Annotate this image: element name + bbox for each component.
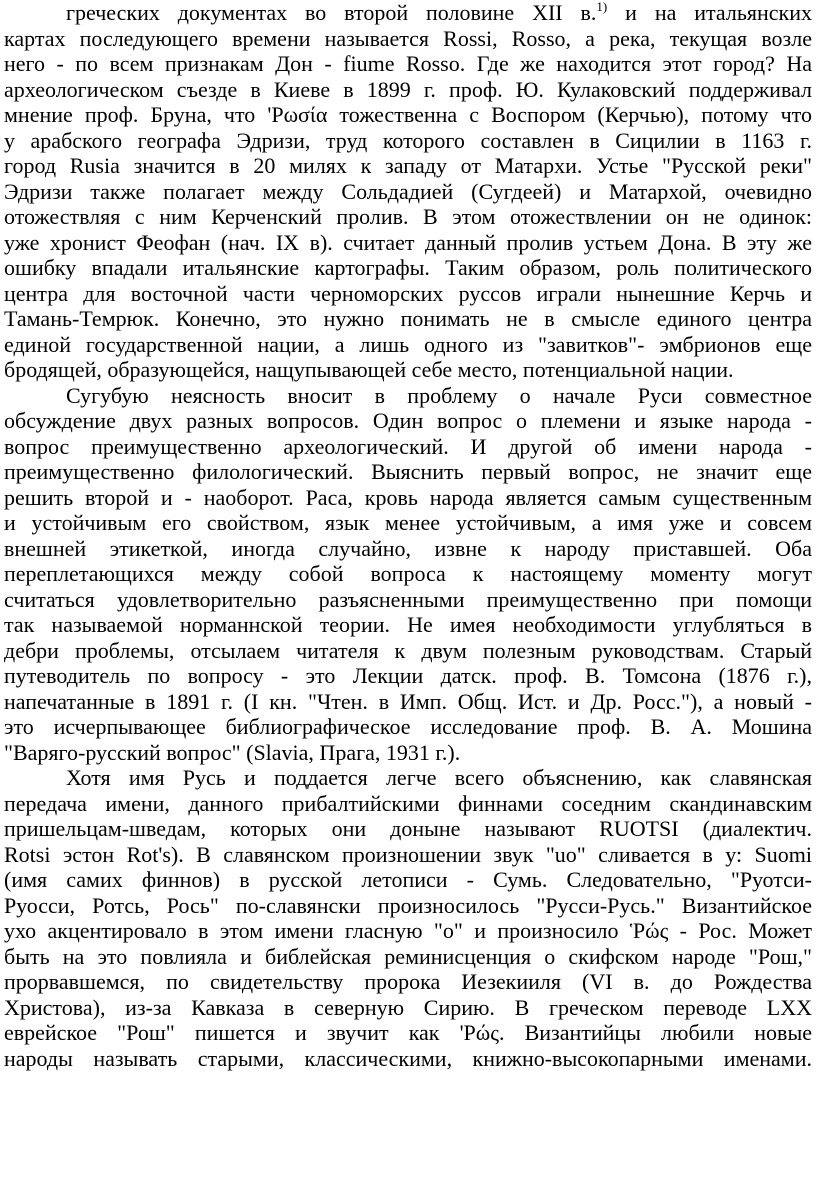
text-line xyxy=(4,995,812,1021)
line-text: обсуждение двух разных вопросов. Один вопрос о племени и языке народа - xyxy=(4,408,812,433)
line-text: Rotsi эстон Rot's). В славянском произношении звук "uo" сливается в у: Suomi xyxy=(4,841,812,867)
text-line xyxy=(4,689,812,715)
line-text: и устойчивым его свойством, язык менее устойчивым, а имя уже и совсем xyxy=(4,510,812,535)
text-line xyxy=(4,714,812,740)
text-line xyxy=(4,281,812,307)
text-line xyxy=(4,230,812,256)
text-line xyxy=(4,791,812,817)
line-text: ошибку впадали итальянские картографы. Таким образом, роль политического xyxy=(4,255,812,280)
line-text: Сугубую неясность вносит в проблему о начале Руси совместное xyxy=(66,382,812,408)
line-text: "Варяго-русский вопрос" (Slavia, Прага, 1931 г.). xyxy=(4,739,461,765)
text-line xyxy=(4,434,812,460)
text-line xyxy=(4,485,812,511)
line-text: еврейское "Рош" пишется и звучит как 'Ρώς. Византийцы любили новые xyxy=(4,1020,812,1045)
text-line xyxy=(4,408,812,434)
text-line xyxy=(4,587,812,613)
text-line xyxy=(4,638,812,664)
text-line xyxy=(4,816,812,842)
document-body xyxy=(4,0,812,1071)
text-line xyxy=(4,26,812,52)
text-line xyxy=(4,77,812,103)
line-text: Тамань-Темрюк. Конечно, это нужно понимать не в смысле единого центра xyxy=(4,306,812,331)
line-text: вопрос преимущественно археологический. И другой об имени народа - xyxy=(4,433,812,459)
line-text: картах последующего времени называется Rossi, Rosso, а река, текущая возле xyxy=(4,25,812,51)
line-text: у арабского географа Эдризи, труд которого составлен в Сицилии в 1163 г. xyxy=(4,127,812,153)
text-line xyxy=(4,179,812,205)
text-line xyxy=(4,612,812,638)
line-text: бродящей, образующейся, нащупывающей себе место, потенциальной нации. xyxy=(4,357,734,382)
text-line xyxy=(4,459,812,485)
text-line xyxy=(4,893,812,919)
line-text: Хотя имя Русь и поддается легче всего объяснению, как славянская xyxy=(66,765,812,790)
text-line xyxy=(4,536,812,562)
line-text: археологическом съезде в Киеве в 1899 г. проф. Ю. Кулаковский поддерживал xyxy=(4,76,812,102)
line-text: преимущественно филологический. Выяснить первый вопрос, не значит еще xyxy=(4,459,812,484)
text-line xyxy=(4,102,812,128)
text-line xyxy=(4,842,812,868)
text-line xyxy=(4,510,812,536)
line-text: так называемой норманнской теории. Не имея необходимости углубляться в xyxy=(4,612,812,637)
line-text: это исчерпывающее библиографическое исследование проф. В. А. Мошина xyxy=(4,714,812,739)
line-text: отожествляя с ним Керченский пролив. В этом отожествлении он не одинок: xyxy=(4,204,812,229)
text-line xyxy=(4,1046,812,1072)
line-text: прорвавшемся, по свидетельству пророка Иезекииля (VI в. до Рождества xyxy=(4,969,812,994)
line-text: внешней этикеткой, иногда случайно, извне к народу приставшей. Оба xyxy=(4,535,812,561)
text-line xyxy=(4,740,812,766)
line-text: путеводитель по вопросу - это Лекции датск. проф. В. Томсона (1876 г.), xyxy=(4,663,812,688)
text-line xyxy=(4,332,812,358)
line-text: Руосси, Ротсь, Рось" по-славянски произносилось "Русси-Русь." Византийское xyxy=(4,892,812,918)
text-line xyxy=(4,153,812,179)
text-line xyxy=(4,765,812,791)
text-line xyxy=(4,51,812,77)
line-text: пришельцам-шведам, которых они доныне называют RUOTSI (диалектич. xyxy=(4,816,812,841)
line-text: передача имени, данного прибалтийскими финнами соседним скандинавским xyxy=(4,790,812,816)
text-line xyxy=(4,255,812,281)
line-text: мнение проф. Бруна, что 'Ρωσία тожественна с Воспором (Керчью), потому что xyxy=(4,102,812,127)
text-line xyxy=(4,944,812,970)
line-text: Христова), из-за Кавказа в северную Сирию. В греческом переводе LXX xyxy=(4,994,812,1020)
line-text: напечатанные в 1891 г. (I кн. "Чтен. в Имп. Общ. Ист. и Др. Росс."), а новый - xyxy=(4,688,812,714)
paragraph-p2 xyxy=(4,383,812,766)
text-line xyxy=(4,867,812,893)
line-text: решить второй и - наоборот. Раса, кровь народа является самым существенным xyxy=(4,484,812,510)
line-text: него - по всем признакам Дон - fiume Rosso. Где же находится этот город? На xyxy=(4,51,812,76)
text-line xyxy=(4,918,812,944)
line-text: уже хронист Феофан (нач. IX в). считает данный пролив устьем Дона. В эту же xyxy=(4,229,812,255)
text-line xyxy=(4,1020,812,1046)
line-text: считаться удовлетворительно разъясненными преимущественно при помощи xyxy=(4,586,812,612)
line-text: быть на это повлияла и библейская реминисценция о скифском народе "Рош," xyxy=(4,943,812,969)
text-line xyxy=(4,357,812,383)
text-line xyxy=(4,128,812,154)
text-line xyxy=(4,383,812,409)
text-line xyxy=(4,0,812,26)
line-text: ухо акцентировало в этом имени гласную "о" и произносило Ῥώς - Рос. Может xyxy=(4,918,812,943)
text-line xyxy=(4,306,812,332)
line-text: Эдризи также полагает между Сольдадией (Сугдеей) и Матархой, очевидно xyxy=(4,178,812,204)
line-text: город Rusia значится в 20 милях к западу от Матархи. Устье "Русской реки" xyxy=(4,153,812,178)
text-line xyxy=(4,561,812,587)
paragraph-p3 xyxy=(4,765,812,1071)
line-text: народы называть старыми, классическими, книжно-высокопарными именами. xyxy=(4,1045,812,1071)
text-line xyxy=(4,204,812,230)
text-line xyxy=(4,663,812,689)
line-text: центра для восточной части черноморских руссов играли нынешние Керчь и xyxy=(4,280,812,306)
line-text: (имя самих финнов) в русской летописи - Сумь. Следовательно, "Руотси- xyxy=(4,867,812,892)
text-line xyxy=(4,969,812,995)
line-text-continuation: и на итальянских xyxy=(607,0,812,25)
paragraph-p1 xyxy=(4,0,812,383)
line-text: греческих документах во второй половине XII в. xyxy=(66,0,597,25)
footnote-marker: 1) xyxy=(596,0,608,14)
line-text: переплетающихся между собой вопроса к настоящему моменту могут xyxy=(4,561,812,586)
line-text: дебри проблемы, отсылаем читателя к двум полезным руководствам. Старый xyxy=(4,637,812,663)
line-text: единой государственной нации, а лишь одного из "завитков"- эмбрионов еще xyxy=(4,331,812,357)
